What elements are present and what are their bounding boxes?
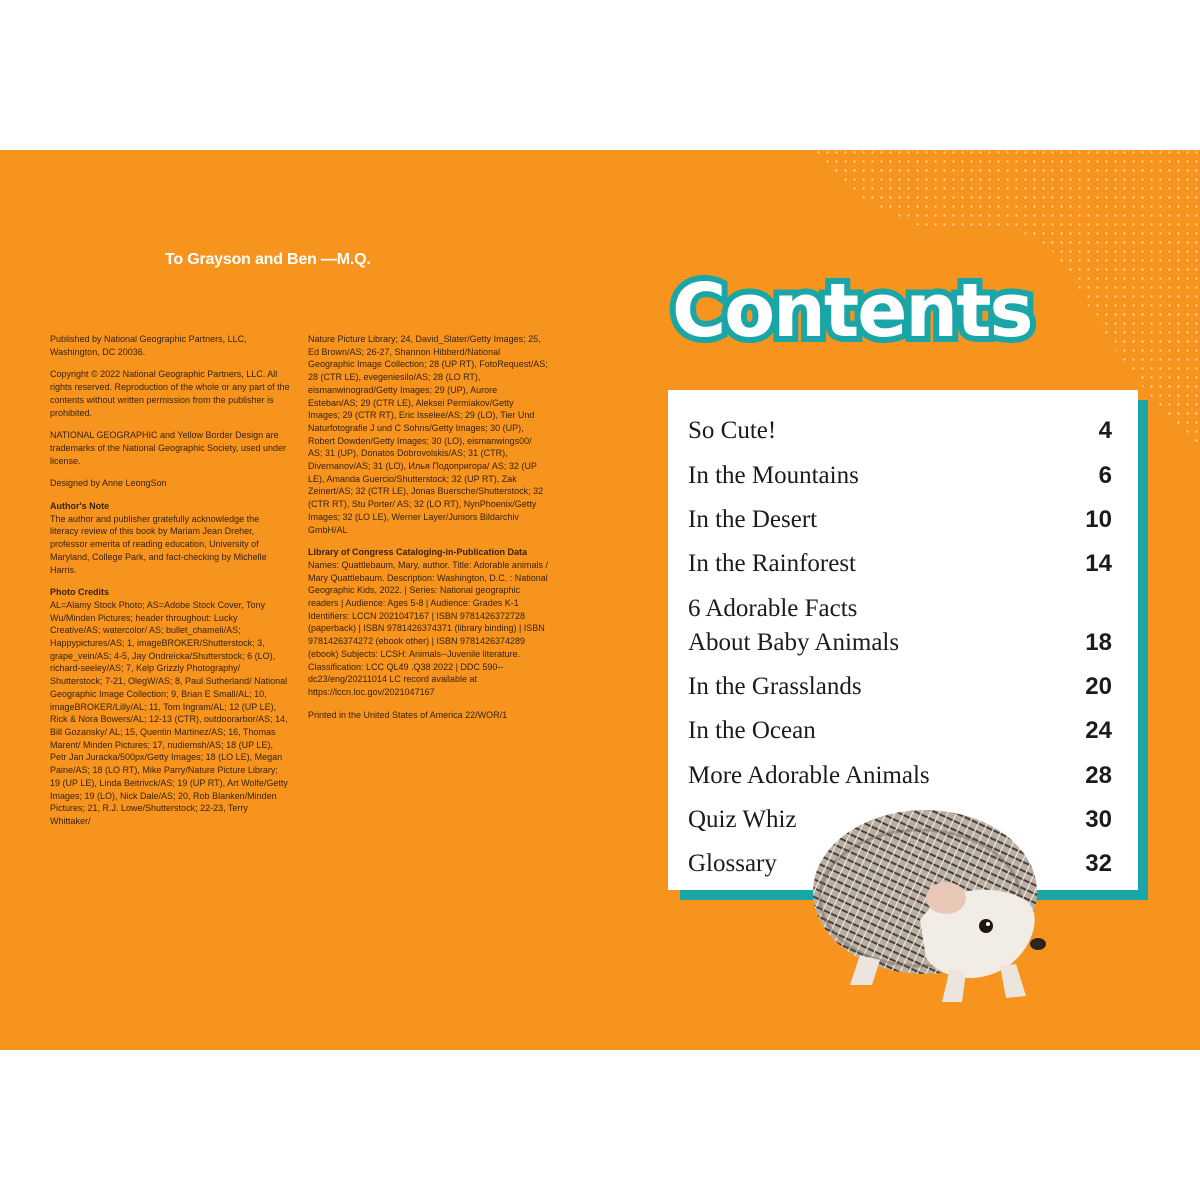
credits-right-column — [308, 333, 548, 731]
contents-heading: Contents — [672, 268, 1032, 354]
toc-entry-title: In the Rainforest — [688, 550, 857, 577]
toc-entry-title-line: About Baby Animals — [688, 629, 900, 656]
credits-left-paragraph: Published by National Geographic Partners, LLC, Washington, DC 20036. — [50, 334, 247, 357]
hedgehog-illustration — [800, 780, 1070, 1020]
toc-entry-title: Quiz Whiz — [688, 806, 797, 833]
toc-entry-page-number: 20 — [1085, 673, 1112, 700]
toc-entry-page-number: 14 — [1085, 550, 1112, 577]
toc-entry-page-number: 30 — [1085, 806, 1112, 833]
credits-left-paragraph: Designed by Anne LeongSon — [50, 478, 167, 489]
toc-entry-title: In the Grasslands — [688, 673, 862, 700]
toc-entry-title-line: 6 Adorable Facts — [688, 595, 858, 622]
toc-entry-title: In the Desert — [688, 506, 818, 533]
toc-entry-title: In the Ocean — [688, 717, 816, 744]
toc-entry-page-number: 32 — [1085, 850, 1112, 877]
credits-right-heading: Library of Congress Cataloging-in-Publication Data — [308, 547, 528, 558]
toc-entry — [688, 670, 1112, 704]
toc-entry — [688, 714, 1112, 748]
credits-left-heading: Photo Credits — [50, 587, 110, 598]
toc-entry-page-number: 24 — [1085, 717, 1112, 744]
credits-left-paragraph: The author and publisher gratefully acknowledge the literacy review of this book by Mariam Jean Dreher, professor emerita of reading education, University of Maryland, College Park, and fact-checking by Michelle Harris. — [50, 513, 267, 575]
toc-entry — [688, 459, 1112, 493]
toc-entry-page-number: 10 — [1085, 506, 1112, 533]
dedication: To Grayson and Ben —M.Q. — [165, 251, 371, 268]
toc-entry-page-number: 4 — [1098, 417, 1112, 444]
toc-entry-page-number: 18 — [1085, 629, 1112, 656]
book-spread — [0, 150, 1200, 1050]
credits-left-column — [50, 333, 290, 838]
toc-entry — [688, 503, 1112, 537]
toc-entry-page-number: 6 — [1098, 462, 1112, 489]
credits-right-paragraph: Nature Picture Library; 24, David_Slater/Getty Images; 25, Ed Brown/AS; 26-27, Shannon Hibberd/National Geographic Image Collection; 28 (UP RT), FotoRequest/AS; 28 (CTR LE), evegeniesilo/AS; 28 (LO RT), eismanwinograd/Getty Images; 29 (UP), Aurore Esteban/AS; 29 (CTR LE), Aleksei Permiakov/Getty Images; 29 (CTR RT), Eric Isselee/AS; 29 (LO), Tier Und Naturfotografie J und C Sohns/Getty Images; 30 (UP), Robert Dowden/Getty Images; 30 (LO), eismanwings00/ AS; 31 (UP), Donatos Dobrovolskis/AS; 31 (CTR), Divernanov/AS; 31 (LO), Илья Подопригора/ AS; 32 (UP LE), Amanda Guercio/Shutterstock; 32 (UP RT), Zak Zeinert/AS; 32 (CTR LE), Jonas Buersche/Shutterstock; 32 (CTR RT), Stu Porter/ AS; 32 (LO RT), NynPhoenix/Getty Images; 32 (LO LE), Werner Layer/Juniors Bildarchiv GmbH/AL — [308, 334, 548, 535]
credits-left-paragraph: NATIONAL GEOGRAPHIC and Yellow Border Design are trademarks of the National Geographic Society, used under license. — [50, 430, 286, 466]
toc-entry-title: More Adorable Animals — [688, 762, 930, 789]
credits-right-paragraph: Printed in the United States of America 22/WOR/1 — [308, 709, 508, 720]
credits-left-paragraph: Copyright © 2022 National Geographic Partners, LLC. All rights reserved. Reproduction of the whole or any part of the contents without written permission from the publisher is prohibited. — [50, 369, 290, 418]
toc-entry-title: Glossary — [688, 850, 777, 877]
toc-entry-page-number: 28 — [1085, 762, 1112, 789]
toc-entry — [688, 547, 1112, 581]
credits-left-paragraph: AL=Alamy Stock Photo; AS=Adobe Stock Cover, Tony Wu/Minden Pictures; header throughout: Lucky Creative/AS; watercolor/ AS; bullet_chameli/AS; Happypictures/AS; 1, imageBROKER/Shutterstock; 3, grape_vein/AS; 4-5, Jay Ondreicka/Shutterstock; 6 (LO), richard-seeley/AS; 7, Kelp Grizzly Photography/ Shutterstock; 7-21, OlegW/AS; 8, Paul Sutherland/ National Geographic Image Collection; 9, Brian E Small/AL; 10, imageBROKER/Lilly/AL; 11, Tom Ingram/AL; 12 (UP LE), Rick & Nora Bowers/AL; 12-13 (CTR), outdoorarbor/AS; 14, Bill Gozansky/ AL; 15, Quentin Martinez/AS; 16, Thomas Marent/ Minden Pictures; 17, nudiemsh/AS; 18 (UP LE), Petr Jan Juracka/500px/Getty Images; 18 (LO LE), Megan Paine/AS; 18 (LO RT), Mike Parry/Nature Picture Library; 19 (UP LE), Linda Beitrivck/AS; 19 (UP RT), Art Wolfe/Getty Images; 19 (LO), Nick Dale/AS; 20, Rob Blanken/Minden Pictures; 21, R.J. Lowe/Shutterstock; 22-23, Terry Whittaker/ — [50, 599, 288, 826]
toc-entry-title: In the Mountains — [688, 462, 859, 489]
toc-entry-title — [688, 592, 899, 660]
toc-entry — [688, 590, 1112, 660]
credits-right-paragraph: Names: Quattlebaum, Mary, author. Title: Adorable animals / Mary Quattlebaum. Description: Washington, D.C. : National Geographic Kids, 2022. | Series: National geographic readers | Audience: Ages 5-8 | Audience: Grades K-1 Identifiers: LCCN 2021047167 | ISBN 9781426372728 (paperback) | ISBN 9781426374371 (library binding) | ISBN 9781426374272 (ebook other) | ISBN 9781426374289 (ebook) Subjects: LCSH: Animals--Juvenile literature. Classification: LCC QL49 .Q38 2022 | DDC 590--dc23/eng/20211014 LC record available at https://lccn.loc.gov/2021047167 — [308, 559, 548, 697]
toc-entry — [688, 414, 1112, 448]
toc-entry-title: So Cute! — [688, 417, 777, 444]
credits-left-heading: Author's Note — [50, 501, 110, 512]
